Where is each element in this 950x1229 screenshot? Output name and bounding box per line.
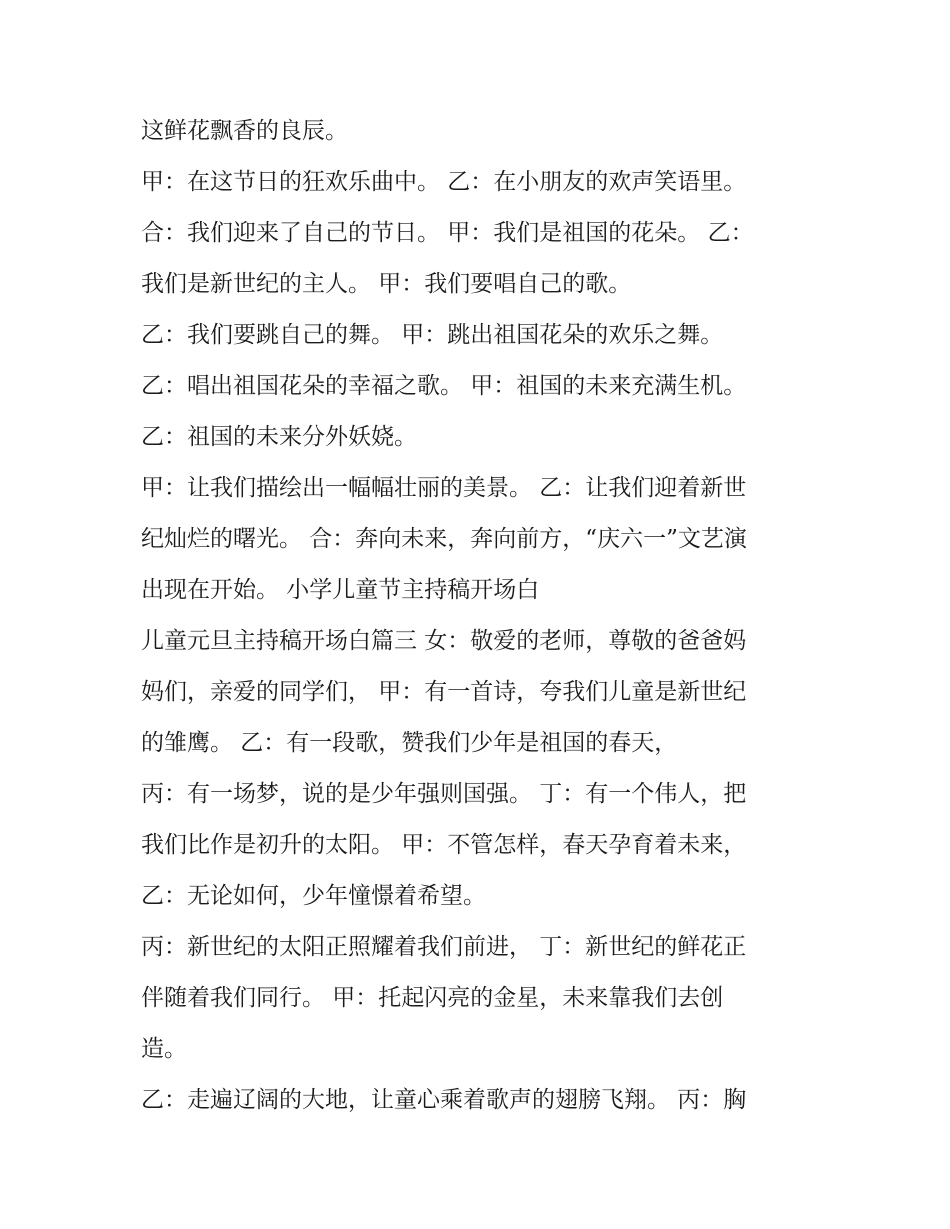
text-line-11: 儿童元旦主持稿开场白篇三 女：敬爱的老师，尊敬的爸爸妈 <box>141 628 747 654</box>
text-line-8: 甲：让我们描绘出一幅幅壮丽的美景。 乙：让我们迎着新世 <box>141 475 747 501</box>
text-line-18: 伴随着我们同行。 甲：托起闪亮的金星，未来靠我们去创 <box>141 985 724 1011</box>
text-line-9: 纪灿烂的曙光。 合：奔向未来，奔向前方，“庆六一”文艺演 <box>141 526 747 552</box>
text-line-12: 妈们，亲爱的同学们， 甲：有一首诗，夸我们儿童是新世纪 <box>141 679 747 705</box>
text-line-15: 我们比作是初升的太阳。 甲：不管怎样，春天孕育着未来， <box>141 832 747 858</box>
text-line-19: 造。 <box>141 1036 187 1062</box>
text-line-4: 我们是新世纪的主人。 甲：我们要唱自己的歌。 <box>141 271 632 297</box>
text-line-17: 丙：新世纪的太阳正照耀着我们前进， 丁：新世纪的鲜花正 <box>141 934 747 960</box>
text-line-2: 甲：在这节日的狂欢乐曲中。 乙：在小朋友的欢声笑语里。 <box>141 169 747 195</box>
text-line-10: 出现在开始。 小学儿童节主持稿开场白 <box>141 577 540 603</box>
text-line-20: 乙：走遍辽阔的大地，让童心乘着歌声的翅膀飞翔。 丙：胸 <box>141 1087 747 1113</box>
text-line-5: 乙：我们要跳自己的舞。 甲：跳出祖国花朵的欢乐之舞。 <box>141 322 724 348</box>
text-line-3: 合：我们迎来了自己的节日。 甲：我们是祖国的花朵。 乙： <box>141 220 754 246</box>
text-line-16: 乙：无论如何，少年憧憬着希望。 <box>141 883 486 909</box>
text-line-6: 乙：唱出祖国花朵的幸福之歌。 甲：祖国的未来充满生机。 <box>141 373 747 399</box>
text-line-13: 的雏鹰。 乙：有一段歌，赞我们少年是祖国的春天， <box>141 730 678 756</box>
text-line-7: 乙：祖国的未来分外妖娆。 <box>141 424 417 450</box>
text-line-1: 这鲜花飘香的良辰。 <box>141 118 348 144</box>
document-body <box>141 106 801 1126</box>
text-line-14: 丙：有一场梦，说的是少年强则国强。 丁：有一个伟人，把 <box>141 781 747 807</box>
